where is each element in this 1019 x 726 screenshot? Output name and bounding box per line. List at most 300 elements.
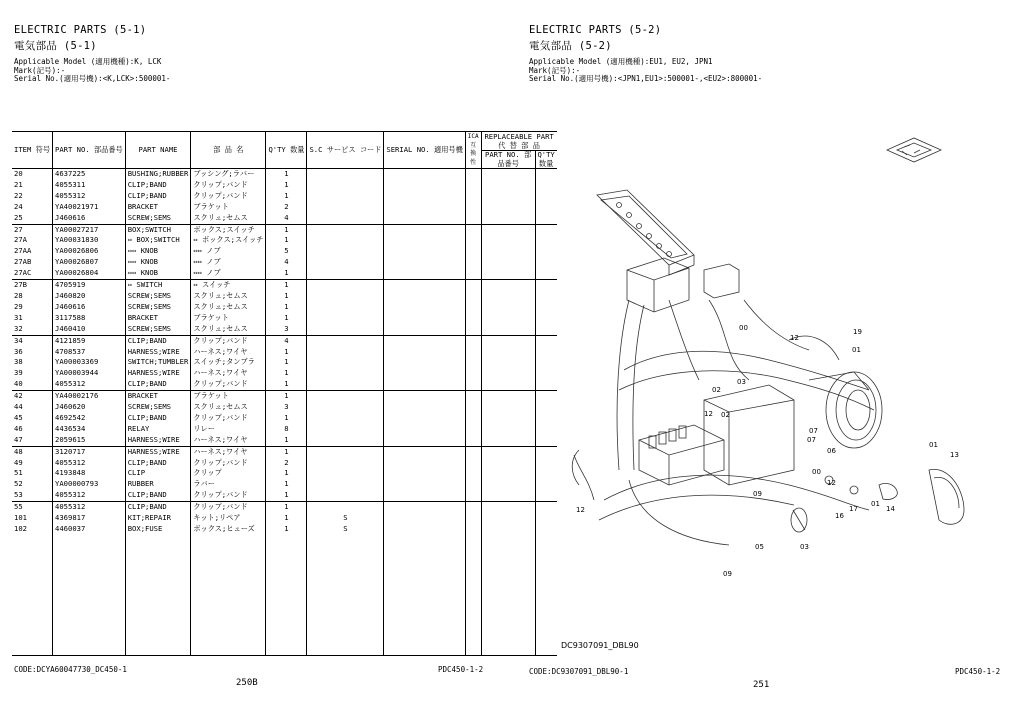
cell-qty: 1 <box>266 169 307 180</box>
cell-jp: ハーネス;ワイヤ <box>191 446 266 457</box>
table-row <box>12 502 557 513</box>
empty-cell <box>465 268 481 279</box>
empty-cell <box>465 324 481 335</box>
cell-part: 4436534 <box>53 424 126 435</box>
empty-cell <box>53 600 126 611</box>
cell-item: 27AB <box>14 257 32 267</box>
callout-label: 14 <box>886 505 895 513</box>
table-row <box>12 468 557 479</box>
cell-jp: ⇔⇔ ノブ <box>191 268 266 279</box>
cell-jp: クリップ;バンド <box>191 335 266 346</box>
table-row <box>12 235 557 246</box>
cell-part: YA40002176 <box>53 391 126 402</box>
cell-item: 20 <box>14 169 23 178</box>
empty-cell <box>125 633 191 644</box>
table-row <box>12 202 557 213</box>
empty-cell <box>125 622 191 633</box>
cell-name: BOX;FUSE <box>125 524 191 535</box>
right-applicable: Applicable Model (適用機種):EU1, EU2, JPN1 <box>529 57 713 66</box>
cell-jp: クリップ;バンド <box>191 191 266 202</box>
cell-jp: スクリュ;セムス <box>191 324 266 335</box>
cell-sc <box>307 268 384 279</box>
empty-cell <box>53 535 126 546</box>
right-title-en: ELECTRIC PARTS (5-2) <box>529 24 662 36</box>
cell-sc <box>307 291 384 302</box>
cell-item: 101 <box>14 513 27 523</box>
empty-cell <box>191 546 266 557</box>
cell-qty: 1 <box>266 368 307 379</box>
callout-label: 13 <box>950 451 959 459</box>
cell-name: HARNESS;WIRE <box>125 446 191 457</box>
cell-part: YA00027217 <box>53 224 126 235</box>
cell-item: 27A <box>14 235 27 245</box>
cell-name: ⇔ SWITCH <box>125 280 191 291</box>
callout-label: 19 <box>853 328 862 336</box>
empty-cell <box>384 535 465 546</box>
callout-label: 02 <box>721 411 730 419</box>
empty-cell <box>465 391 481 402</box>
cell-jp: クリップ;バンド <box>191 502 266 513</box>
left-code: CODE:DCYA60047730_DC450-1 <box>14 665 127 674</box>
filler-row <box>12 535 557 546</box>
table-row <box>12 490 557 501</box>
table-row <box>12 246 557 257</box>
empty-cell <box>465 458 481 469</box>
right-code: CODE:DC9307091_DBL90-1 <box>529 667 629 676</box>
empty-cell <box>266 633 307 644</box>
empty-cell <box>53 557 126 568</box>
cell-sc <box>307 413 384 424</box>
empty-cell <box>191 622 266 633</box>
cell-sc: S <box>307 513 384 524</box>
cell-name: CLIP;BAND <box>125 335 191 346</box>
empty-cell <box>53 611 126 622</box>
cell-sc <box>307 180 384 191</box>
filler-row <box>12 611 557 622</box>
empty-cell <box>465 557 481 568</box>
filler-row <box>12 557 557 568</box>
cell-sc <box>307 202 384 213</box>
col-jp-name: 部 品 名 <box>191 132 266 169</box>
empty-cell <box>465 611 481 622</box>
empty-cell <box>465 213 481 224</box>
empty-cell <box>465 257 481 268</box>
empty-cell <box>307 535 384 546</box>
filler-row <box>12 568 557 579</box>
filler-row <box>12 546 557 557</box>
empty-cell <box>465 246 481 257</box>
cell-item: 34 <box>12 335 53 346</box>
empty-cell <box>266 546 307 557</box>
cell-sc <box>307 313 384 324</box>
callout-label: 03 <box>800 543 809 551</box>
parts-table <box>12 131 557 656</box>
empty-cell <box>465 600 481 611</box>
cell-qty: 1 <box>266 413 307 424</box>
empty-cell <box>266 611 307 622</box>
empty-cell <box>465 169 481 180</box>
cell-jp: ⇔⇔ ノブ <box>191 257 266 268</box>
empty-cell <box>465 368 481 379</box>
cell-item: 28 <box>14 290 23 300</box>
cell-jp: クリップ;バンド <box>191 180 266 191</box>
empty-cell <box>384 578 465 589</box>
cell-item: 42 <box>12 391 53 402</box>
empty-cell <box>266 589 307 600</box>
empty-cell <box>384 169 465 180</box>
empty-cell <box>191 633 266 644</box>
cell-item: 44 <box>14 402 23 412</box>
empty-cell <box>384 600 465 611</box>
empty-cell <box>12 622 53 633</box>
cell-sc <box>307 458 384 469</box>
callout-label: 17 <box>849 505 858 513</box>
cell-name: BRACKET <box>125 202 191 213</box>
cell-name: CLIP;BAND <box>125 458 191 469</box>
cell-qty: 1 <box>266 291 307 302</box>
cell-sc <box>307 235 384 246</box>
empty-cell <box>384 435 465 446</box>
cell-part: 3120717 <box>53 446 126 457</box>
cell-part: J460616 <box>53 302 126 313</box>
exploded-diagram <box>509 0 1019 726</box>
empty-cell <box>384 357 465 368</box>
table-row <box>12 435 557 446</box>
cell-jp: スクリュ;セムス <box>191 291 266 302</box>
empty-cell <box>384 568 465 579</box>
empty-cell <box>465 446 481 457</box>
right-page-number: 251 <box>753 680 770 690</box>
empty-cell <box>191 578 266 589</box>
empty-cell <box>266 535 307 546</box>
filler-row <box>12 578 557 589</box>
empty-cell <box>53 622 126 633</box>
empty-cell <box>125 589 191 600</box>
cell-sc <box>307 379 384 390</box>
cell-sc <box>307 324 384 335</box>
table-row <box>12 402 557 413</box>
cell-name: CLIP <box>125 468 191 479</box>
cell-name: CLIP;BAND <box>125 490 191 501</box>
empty-cell <box>384 224 465 235</box>
left-page-number: 250B <box>236 678 258 688</box>
empty-cell <box>266 622 307 633</box>
col-item: ITEM 符号 <box>12 132 53 169</box>
empty-cell <box>465 622 481 633</box>
table-row <box>12 458 557 469</box>
empty-cell <box>125 611 191 622</box>
cell-item: 47 <box>14 434 23 444</box>
cell-name: RELAY <box>125 424 191 435</box>
empty-cell <box>465 633 481 644</box>
left-header-info <box>14 58 170 84</box>
cell-qty: 1 <box>266 435 307 446</box>
callout-label: 01 <box>852 346 861 354</box>
empty-cell <box>465 191 481 202</box>
cell-qty: 2 <box>266 202 307 213</box>
cell-jp: ⇔ スイッチ <box>191 280 266 291</box>
empty-cell <box>384 202 465 213</box>
empty-cell <box>191 568 266 579</box>
empty-cell <box>465 502 481 513</box>
empty-cell <box>465 546 481 557</box>
empty-cell <box>307 633 384 644</box>
table-row <box>12 257 557 268</box>
empty-cell <box>125 644 191 655</box>
cell-sc <box>307 302 384 313</box>
cell-name: SCREW;SEMS <box>125 402 191 413</box>
empty-cell <box>465 524 481 535</box>
cell-name: BRACKET <box>125 313 191 324</box>
cell-name: ⇔ BOX;SWITCH <box>125 235 191 246</box>
cell-qty: 8 <box>266 424 307 435</box>
cell-part: 4055311 <box>53 180 126 191</box>
orientation-icon <box>887 138 941 162</box>
callout-label: 12 <box>576 506 585 514</box>
callout-label: 12 <box>790 334 799 342</box>
cell-part: 4121859 <box>53 335 126 346</box>
cell-jp: ⇔⇔ ノブ <box>191 246 266 257</box>
empty-cell <box>384 479 465 490</box>
empty-cell <box>384 622 465 633</box>
empty-cell <box>465 224 481 235</box>
empty-cell <box>12 633 53 644</box>
empty-cell <box>465 379 481 390</box>
cell-item: 27B <box>12 280 53 291</box>
empty-cell <box>465 402 481 413</box>
cell-name: ⇔⇔ KNOB <box>125 268 191 279</box>
filler-row <box>12 644 557 655</box>
cell-qty: 1 <box>266 502 307 513</box>
empty-cell <box>465 302 481 313</box>
table-row <box>12 479 557 490</box>
empty-cell <box>465 513 481 524</box>
cell-part: 4055312 <box>53 502 126 513</box>
cell-item: 27 <box>12 224 53 235</box>
cell-part: 4055312 <box>53 458 126 469</box>
empty-cell <box>307 589 384 600</box>
cell-qty: 1 <box>266 347 307 358</box>
col-qty: Q'TY 数量 <box>266 132 307 169</box>
empty-cell <box>125 535 191 546</box>
table-row <box>12 347 557 358</box>
table-header-row <box>12 132 557 169</box>
table-row <box>12 524 557 535</box>
empty-cell <box>12 611 53 622</box>
empty-cell <box>384 280 465 291</box>
empty-cell <box>12 578 53 589</box>
cell-qty: 3 <box>266 324 307 335</box>
callout-label: 09 <box>753 490 762 498</box>
empty-cell <box>307 546 384 557</box>
cell-jp: リレー <box>191 424 266 435</box>
cell-qty: 1 <box>266 280 307 291</box>
cell-sc <box>307 280 384 291</box>
cell-sc <box>307 246 384 257</box>
empty-cell <box>307 568 384 579</box>
cell-name: RUBBER <box>125 479 191 490</box>
cell-jp: スクリュ;セムス <box>191 402 266 413</box>
cell-name: BRACKET <box>125 391 191 402</box>
table-row <box>12 280 557 291</box>
table-row <box>12 424 557 435</box>
table-row <box>12 513 557 524</box>
cell-part: 4193848 <box>53 468 126 479</box>
cell-item: 27AA <box>14 246 32 256</box>
empty-cell <box>384 458 465 469</box>
cell-jp: クリップ;バンド <box>191 490 266 501</box>
cell-jp: ⇔ ボックス;スイッチ <box>191 235 266 246</box>
empty-cell <box>266 600 307 611</box>
cell-item: 27AC <box>14 268 32 278</box>
cell-jp: ブラケット <box>191 391 266 402</box>
left-serial: Serial No.(適用号機):<K,LCK>:500001- <box>14 74 171 84</box>
cell-name: SWITCH;TUMBLER <box>125 357 191 368</box>
cell-part: 4369817 <box>53 513 126 524</box>
empty-cell <box>191 611 266 622</box>
cell-sc <box>307 502 384 513</box>
cell-item: 53 <box>14 490 23 500</box>
cell-part: YA00003369 <box>53 357 126 368</box>
table-row <box>12 268 557 279</box>
cell-item: 32 <box>14 323 23 333</box>
callout-label: 02 <box>712 386 721 394</box>
empty-cell <box>384 291 465 302</box>
empty-cell <box>307 557 384 568</box>
cell-sc <box>307 435 384 446</box>
table-row <box>12 291 557 302</box>
empty-cell <box>465 347 481 358</box>
cell-part: 4692542 <box>53 413 126 424</box>
cell-qty: 1 <box>266 513 307 524</box>
empty-cell <box>384 391 465 402</box>
empty-cell <box>384 424 465 435</box>
rep-qty-header: Q'TY 数量 <box>535 151 557 168</box>
table-row <box>12 191 557 202</box>
empty-cell <box>465 280 481 291</box>
table-row <box>12 313 557 324</box>
callout-label: 00 <box>812 468 821 476</box>
cell-part: YA00003944 <box>53 368 126 379</box>
cell-item: 25 <box>14 212 23 222</box>
cell-name: HARNESS;WIRE <box>125 347 191 358</box>
empty-cell <box>307 622 384 633</box>
filler-row <box>12 589 557 600</box>
table-row <box>12 213 557 224</box>
empty-cell <box>384 468 465 479</box>
cell-jp: ボックス;ヒューズ <box>191 524 266 535</box>
cell-qty: 1 <box>266 235 307 246</box>
cell-jp: スクリュ;セムス <box>191 302 266 313</box>
right-page <box>509 0 1019 726</box>
empty-cell <box>12 600 53 611</box>
empty-cell <box>266 557 307 568</box>
cell-jp: スイッチ;タンブラ <box>191 357 266 368</box>
empty-cell <box>12 589 53 600</box>
cell-part: YA00000793 <box>53 479 126 490</box>
callout-label: 12 <box>704 410 713 418</box>
empty-cell <box>53 589 126 600</box>
empty-cell <box>384 368 465 379</box>
empty-cell <box>384 335 465 346</box>
right-serial: Serial No.(適用号機):<JPN1,EU1>:500001-,<EU2>:800001- <box>529 74 763 84</box>
cell-qty: 1 <box>266 302 307 313</box>
cell-sc <box>307 490 384 501</box>
col-part-name: PART NAME <box>125 132 191 169</box>
cell-item: 31 <box>14 312 23 322</box>
cell-name: CLIP;BAND <box>125 413 191 424</box>
filler-row <box>12 633 557 644</box>
col-part-no: PART NO. 部品番号 <box>53 132 126 169</box>
empty-cell <box>384 490 465 501</box>
cell-qty: 1 <box>266 379 307 390</box>
empty-cell <box>465 235 481 246</box>
empty-cell <box>191 589 266 600</box>
empty-cell <box>266 568 307 579</box>
replaceable-title: REPLACEABLE PART 代 替 部 品 <box>482 132 557 151</box>
empty-cell <box>53 633 126 644</box>
empty-cell <box>307 611 384 622</box>
empty-cell <box>384 257 465 268</box>
empty-cell <box>191 644 266 655</box>
cell-item: 49 <box>14 457 23 467</box>
cell-sc <box>307 368 384 379</box>
cell-sc <box>307 424 384 435</box>
cell-name: CLIP;BAND <box>125 191 191 202</box>
empty-cell <box>465 291 481 302</box>
empty-cell <box>12 535 53 546</box>
empty-cell <box>465 578 481 589</box>
cell-name: SCREW;SEMS <box>125 302 191 313</box>
empty-cell <box>465 568 481 579</box>
cell-qty: 4 <box>266 335 307 346</box>
table-body <box>12 169 557 656</box>
callout-label: 03 <box>737 378 746 386</box>
cell-jp: ブッシング;ラバー <box>191 169 266 180</box>
empty-cell <box>465 479 481 490</box>
callout-label: 09 <box>723 570 732 578</box>
cell-name: CLIP;BAND <box>125 180 191 191</box>
table-row <box>12 169 557 180</box>
empty-cell <box>191 535 266 546</box>
cell-qty: 3 <box>266 402 307 413</box>
empty-cell <box>384 611 465 622</box>
callout-label: 06 <box>827 447 836 455</box>
empty-cell <box>53 546 126 557</box>
cell-jp: ボックス;スイッチ <box>191 224 266 235</box>
empty-cell <box>384 324 465 335</box>
cell-sc <box>307 347 384 358</box>
cell-sc <box>307 169 384 180</box>
callout-label: 12 <box>827 479 836 487</box>
empty-cell <box>307 600 384 611</box>
empty-cell <box>12 546 53 557</box>
cell-sc <box>307 391 384 402</box>
col-serial: SERIAL NO. 適用号機 <box>384 132 465 169</box>
empty-cell <box>266 644 307 655</box>
empty-cell <box>465 468 481 479</box>
cell-part: J460410 <box>53 324 126 335</box>
empty-cell <box>465 313 481 324</box>
empty-cell <box>384 524 465 535</box>
empty-cell <box>191 600 266 611</box>
cell-part: 2059615 <box>53 435 126 446</box>
rep-part-no-header: PART NO. 部品番号 <box>485 150 532 168</box>
empty-cell <box>266 578 307 589</box>
table-row <box>12 324 557 335</box>
empty-cell <box>384 446 465 457</box>
cell-item: 45 <box>14 412 23 422</box>
